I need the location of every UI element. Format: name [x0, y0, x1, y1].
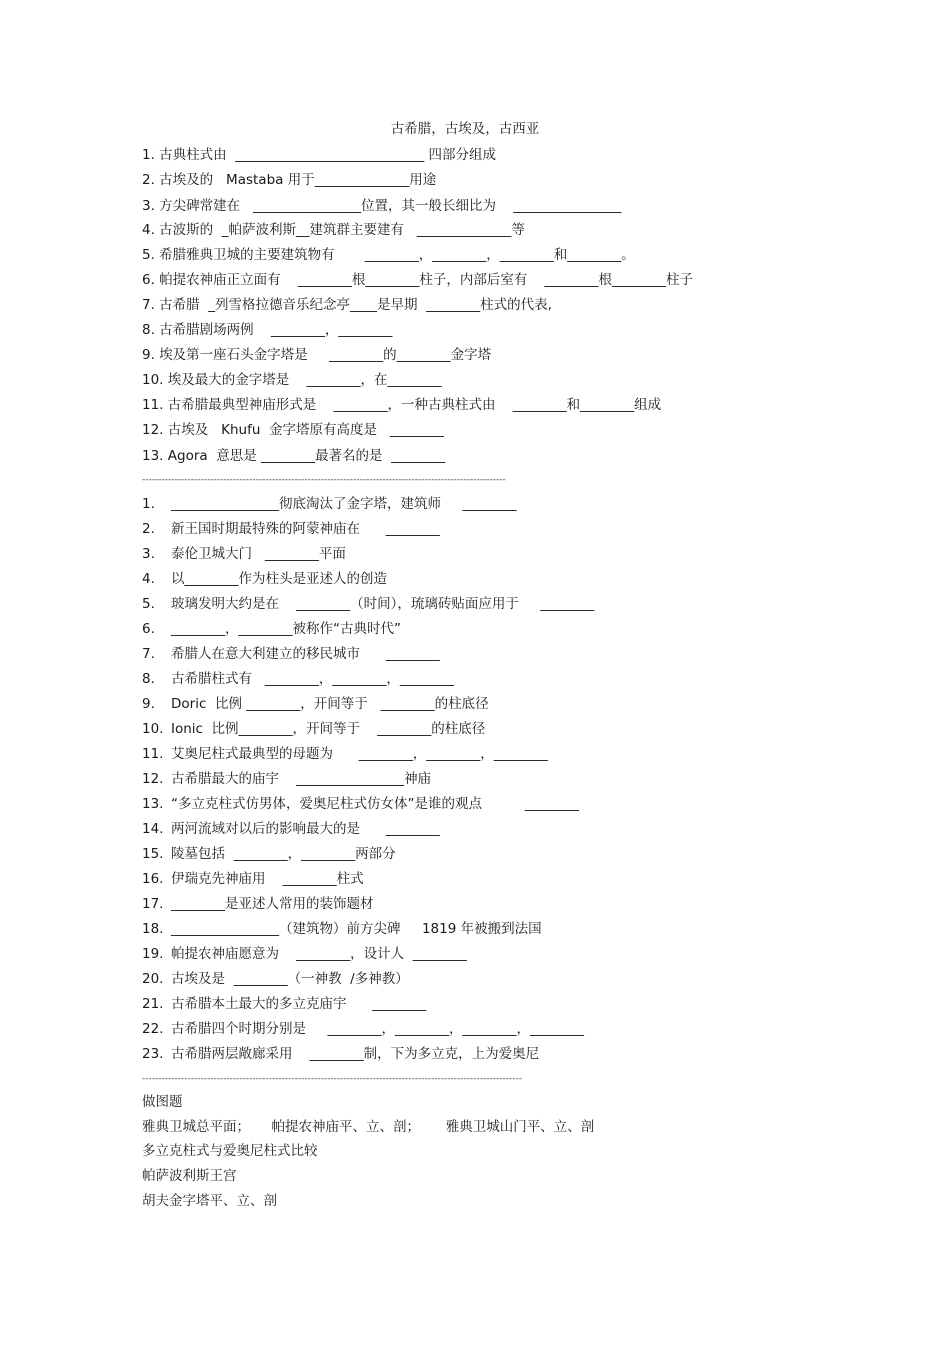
question-line	[142, 196, 621, 216]
question-number: 10.	[142, 721, 164, 737]
question-number: 14.	[142, 821, 164, 837]
question-line	[142, 494, 516, 514]
question-text: Ionic 比例________，开间等于 ________的柱底径	[171, 721, 486, 737]
question-text: 古希腊剧场两例 ________，________	[154, 322, 393, 338]
question-number: 8.	[142, 322, 155, 338]
question-number: 10.	[142, 372, 164, 388]
question-line	[142, 420, 444, 440]
question-number: 16.	[142, 871, 164, 887]
question-line	[142, 594, 594, 614]
question-line	[142, 295, 552, 315]
drawing-heading: 做图题	[142, 1094, 183, 1110]
question-text: 古希腊最大的庙宇 ________________神庙	[171, 771, 432, 787]
question-text: ________，________被称作“古典时代”	[171, 621, 401, 637]
question-number: 20.	[142, 971, 164, 987]
question-text: Agora 意思是 ________最著名的是 ________	[163, 448, 446, 464]
question-line	[142, 370, 441, 390]
question-line	[142, 145, 496, 165]
question-text: 埃及第一座石头金字塔是 ________的________金字塔	[154, 347, 492, 363]
question-number: 2.	[142, 172, 155, 188]
question-number: 1.	[142, 496, 155, 512]
question-line	[142, 769, 431, 789]
question-text: 埃及最大的金字塔是 ________，在________	[163, 372, 442, 388]
question-line	[142, 844, 396, 864]
question-line	[142, 1044, 539, 1064]
question-number: 11.	[142, 746, 164, 762]
question-line	[142, 270, 693, 290]
question-line	[142, 719, 485, 739]
question-number: 6.	[142, 272, 155, 288]
question-text: 艾奥尼柱式最典型的母题为 ________，________，________	[171, 746, 548, 762]
question-line	[142, 869, 364, 889]
question-line	[142, 170, 436, 190]
question-text: 帕提农神庙正立面有 ________根________柱子，内部后室有 ________根________柱子	[154, 272, 694, 288]
question-line	[142, 220, 525, 240]
question-text: 古埃及 Khufu 金字塔原有高度是 ________	[163, 422, 444, 438]
question-number: 9.	[142, 696, 155, 712]
question-text: 两河流域对以后的影响最大的是 ________	[171, 821, 440, 837]
question-text: 古波斯的 _帕萨波利斯__建筑群主要建有 ______________等	[154, 222, 525, 238]
question-line	[142, 969, 409, 989]
question-number: 6.	[142, 621, 155, 637]
question-text: 古典柱式由 ____________________________ 四部分组成	[154, 147, 497, 163]
dashed-separator: ----------------------------------------------------------------------------------------------------------------	[142, 476, 506, 484]
question-text: 玻璃发明大约是在 ________（时间），琉璃砖贴面应用于 ________	[171, 596, 595, 612]
question-line	[142, 894, 374, 914]
question-number: 19.	[142, 946, 164, 962]
question-text: 泰伦卫城大门 ________平面	[171, 546, 346, 562]
question-number: 7.	[142, 646, 155, 662]
question-text: 陵墓包括 ________，________两部分	[171, 846, 396, 862]
question-text: 古希腊柱式有 ________，________，________	[171, 671, 454, 687]
question-number: 13.	[142, 448, 164, 464]
question-number: 9.	[142, 347, 155, 363]
question-number: 4.	[142, 571, 155, 587]
question-line	[142, 694, 489, 714]
question-text: 古希腊两层敞廊采用 ________制，下为多立克，上为爱奥尼	[171, 1046, 540, 1062]
question-number: 4.	[142, 222, 155, 238]
question-number: 17.	[142, 896, 164, 912]
question-line	[142, 569, 387, 589]
question-text: 古埃及的 Mastaba 用于______________用途	[154, 172, 437, 188]
question-text: 伊瑞克先神庙用 ________柱式	[171, 871, 364, 887]
question-number: 21.	[142, 996, 164, 1012]
question-line	[142, 794, 579, 814]
question-number: 5.	[142, 596, 155, 612]
question-number: 18.	[142, 921, 164, 937]
question-text: 古希腊本土最大的多立克庙宇 ________	[171, 996, 427, 1012]
question-text: ________是亚述人常用的装饰题材	[171, 896, 374, 912]
question-line	[142, 544, 346, 564]
question-line	[142, 446, 445, 466]
question-number: 3.	[142, 198, 155, 214]
question-line	[142, 944, 467, 964]
question-text: 古埃及是 ________（一神教 /多神教）	[171, 971, 409, 987]
question-number: 5.	[142, 247, 155, 263]
drawing-item: 多立克柱式与爱奥尼柱式比较	[142, 1143, 318, 1159]
question-line	[142, 395, 661, 415]
question-number: 13.	[142, 796, 164, 812]
question-text: 古希腊 _列雪格拉德音乐纪念亭____是早期 ________柱式的代表,	[154, 297, 552, 313]
question-line	[142, 919, 542, 939]
question-text: 希腊雅典卫城的主要建筑物有 ________，________，________和________。	[154, 247, 635, 263]
question-number: 22.	[142, 1021, 164, 1037]
question-number: 23.	[142, 1046, 164, 1062]
question-text: 新王国时期最特殊的阿蒙神庙在 ________	[171, 521, 440, 537]
question-text: ________________（建筑物）前方尖碑 1819 年被搬到法国	[171, 921, 542, 937]
drawing-item: 雅典卫城总平面； 帕提农神庙平、立、剖； 雅典卫城山门平、立、剖	[142, 1119, 595, 1135]
question-text: “多立克柱式仿男体，爱奥尼柱式仿女体”是谁的观点 ________	[171, 796, 579, 812]
question-number: 7.	[142, 297, 155, 313]
question-line	[142, 345, 491, 365]
question-text: ________________彻底淘汰了金字塔，建筑师 ________	[171, 496, 517, 512]
drawing-item: 帕萨波利斯王宫	[142, 1168, 237, 1184]
question-number: 11.	[142, 397, 164, 413]
question-line	[142, 1019, 584, 1039]
question-text: 以________作为柱头是亚述人的创造	[171, 571, 387, 587]
question-line	[142, 519, 440, 539]
question-line	[142, 994, 426, 1014]
question-number: 15.	[142, 846, 164, 862]
question-text: 希腊人在意大利建立的移民城市 ________	[171, 646, 440, 662]
question-text: 古希腊最典型神庙形式是 ________，一种古典柱式由 ________和________组成	[163, 397, 662, 413]
question-number: 8.	[142, 671, 155, 687]
question-number: 12.	[142, 422, 164, 438]
drawing-item: 胡夫金字塔平、立、剖	[142, 1193, 277, 1209]
question-line	[142, 245, 635, 265]
question-line	[142, 669, 454, 689]
page-title: 古希腊，古埃及，古西亚	[390, 121, 540, 137]
question-text: 方尖碑常建在 ________________位置，其一般长细比为 ________________	[154, 198, 622, 214]
question-number: 2.	[142, 521, 155, 537]
question-line	[142, 744, 548, 764]
question-line	[142, 644, 440, 664]
question-number: 1.	[142, 147, 155, 163]
question-line	[142, 819, 440, 839]
dashed-separator: ---------------------------------------------------------------------------------------------------------------------	[142, 1075, 522, 1083]
question-number: 12.	[142, 771, 164, 787]
question-number: 3.	[142, 546, 155, 562]
question-line	[142, 619, 401, 639]
question-text: Doric 比例 ________，开间等于 ________的柱底径	[171, 696, 489, 712]
question-text: 古希腊四个时期分别是 ________，________，________，________	[171, 1021, 584, 1037]
question-text: 帕提农神庙愿意为 ________，设计人 ________	[171, 946, 467, 962]
question-line	[142, 320, 392, 340]
